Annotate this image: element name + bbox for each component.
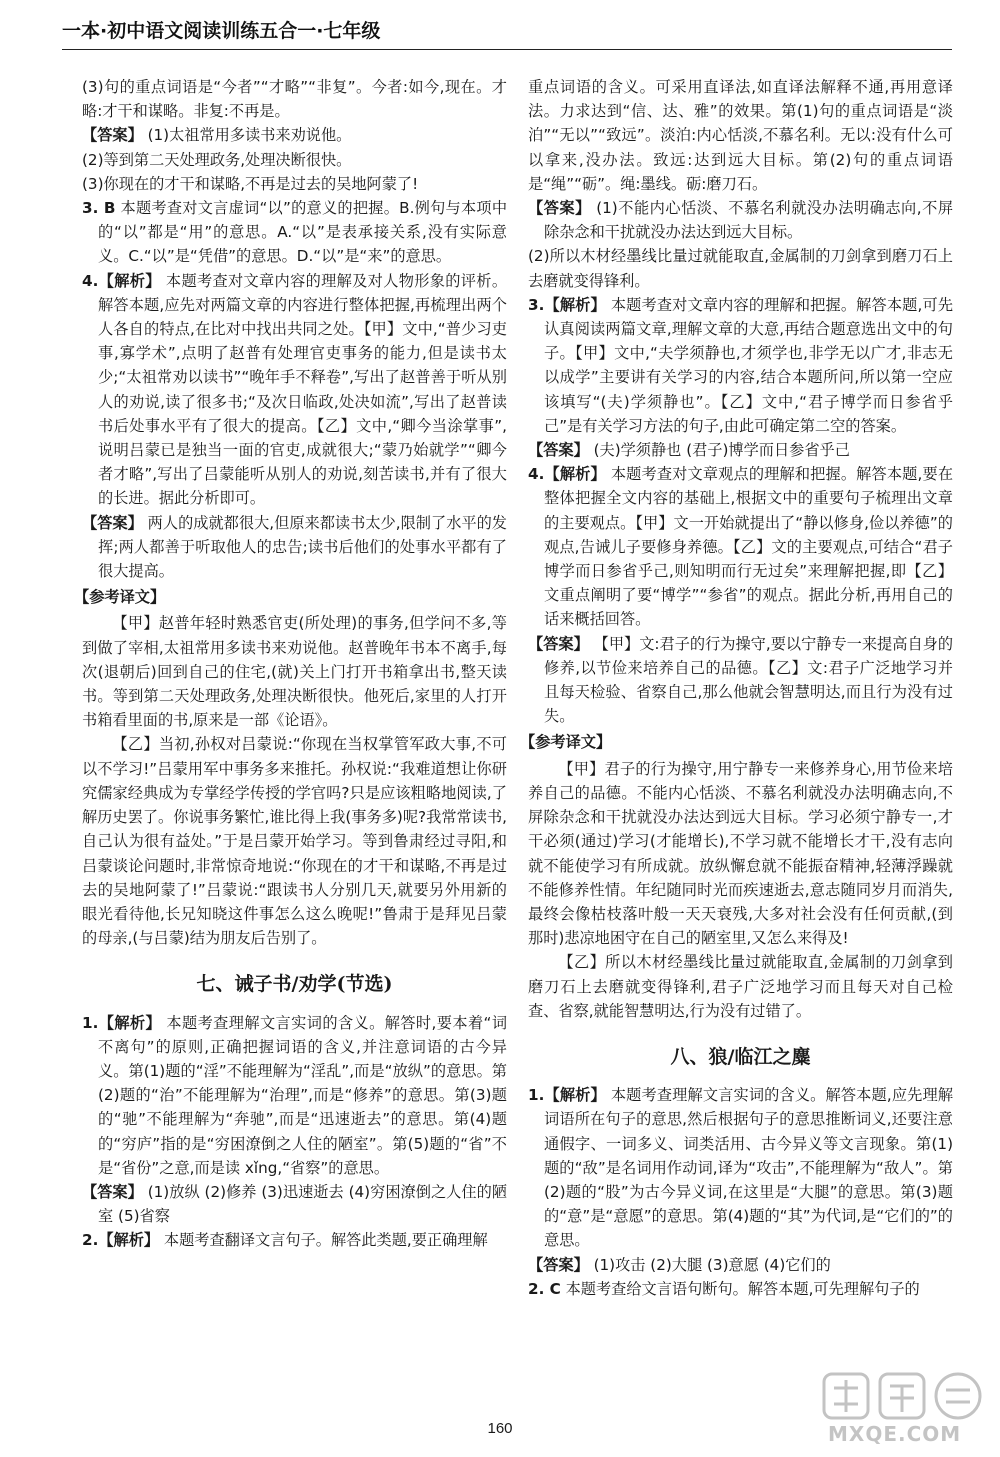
block-text: (1)不能内心恬淡、不慕名利就没办法明确志向,不屏除杂念和干扰就没办法达到远大目标。 <box>544 199 954 242</box>
text-block <box>82 196 507 269</box>
block-text: 【甲】赵普年轻时熟悉官吏(所处理)的事务,但学问不多,等到做了宰相,太祖常用多读书来劝说他。赵普晚年书本不离手,每次(退朝后)回到自己的住宅,(就)关上门打开书箱拿出书,整天读书。等到第二天处理政务,处理决断很快。他死后,家里的人打开书箱看里面的书,原来是一部《论语》。 <box>82 614 507 730</box>
block-text: 本题考查对文言虚词“以”的意义的把握。B.例句与本项中的“以”都是“用”的意思。A.“以”是表承接关系,没有实际意义。C.“以”是“凭借”的意思。D.“以”是“来”的意思。 <box>98 199 508 266</box>
left-column <box>74 75 508 1253</box>
block-text: 七、诫子书/劝学(节选) <box>196 973 393 996</box>
text-block <box>528 75 953 196</box>
item-label: 1.【解析】 <box>528 1086 606 1105</box>
item-label: 【答案】 <box>528 1255 589 1274</box>
item-label: 3. B <box>82 199 116 218</box>
block-text: (2)等到第二天处理政务,处理决断很快。 <box>82 150 352 169</box>
text-block <box>82 732 507 950</box>
text-block <box>82 172 507 196</box>
item-label: 1.【解析】 <box>82 1013 162 1032</box>
block-text: 【参考译文】 <box>74 588 166 607</box>
text-block <box>82 611 507 732</box>
item-label: 【答案】 <box>82 126 143 145</box>
block-text: 重点词语的含义。可采用直译法,如直译法解释不通,再用意译法。力求达到“信、达、雅”的效果。第(1)句的重点词语是“淡泊”“无以”“致远”。淡泊:内心恬淡,不慕名利。无以:没有什么可以拿来,没办法。致远:达到远大目标。第(2)句的重点词语是“绳”“砺”。绳:墨线。砺:磨刀石。 <box>528 78 953 193</box>
section-title <box>82 972 507 996</box>
text-block <box>528 1253 953 1277</box>
block-text: 【甲】君子的行为操守,用宁静专一来修养身心,用节俭来培养自己的品德。不能内心恬淡、不慕名利就没办法明确志向,不屏除杂念和干扰就没办法达到远大目标。学习必须宁静专一,才干必须(通过)学习(才能增长),不学习就不能增长才干,没有志向就不能使学习有所成就。放纵懈怠就不能振奋精神,轻薄浮躁就不能修养性情。年纪随同时光而疾速逝去,意志随同岁月而消失,最终会像枯枝落叶般一天天衰残,大多对社会没有任何贡献,(到那时)悲凉地困守在自己的陋室里,又怎么来得及! <box>528 759 953 948</box>
item-label: 2. C <box>528 1279 561 1298</box>
block-text: 八、狼/临江之麋 <box>670 1045 811 1068</box>
block-text: 本题考查翻译文言句子。解答此类题,要正确理解 <box>163 1231 488 1250</box>
block-text: (1)放纵 (2)修养 (3)迅速逝去 (4)穷困潦倒之人住的陋室 (5)省察 <box>98 1182 508 1226</box>
right-column <box>520 75 954 1301</box>
header-title: 一本·初中语文阅读训练五合一·七年级 <box>62 20 381 42</box>
text-block <box>528 1277 953 1301</box>
block-text: (1)太祖常用多读书来劝说他。 <box>147 126 352 145</box>
block-text: 本题考查对文章内容的理解和把握。解答本题,可先认真阅读两篇文章,理解文章的大意,再结合题意选出文中的句子。【甲】文中,“夫学须静也,才须学也,非学无以广才,非志无以成学”主要讲有关学习的内容,结合本题所问,所以第一空应该填写“(夫)学须静也”。【乙】文中,“君子博学而日参省乎己”是有关学习方法的句子,由此可确定第二空的答案。 <box>544 295 954 435</box>
block-text: (夫)学须静也 (君子)博学而日参省乎己 <box>593 441 850 460</box>
text-block <box>82 148 507 172</box>
item-label: 2.【解析】 <box>82 1231 160 1250</box>
watermark-stamp-icon <box>820 1368 990 1423</box>
block-text: 两人的成就都很大,但原来都读书太少,限制了水平的发挥;两人都善于听取他人的忠告;读书后他们的处事水平都有了很大提高。 <box>98 513 507 581</box>
section-title <box>528 1045 953 1069</box>
reference-heading <box>520 730 953 754</box>
block-text: (1)攻击 (2)大腿 (3)意愿 (4)它们的 <box>593 1255 831 1274</box>
page-number: 160 <box>487 1420 513 1437</box>
block-text: 本题考查对文章观点的理解和把握。解答本题,要在整体把握全文内容的基础上,根据文中的重要句子梳理出文章的主要观点。【甲】文一开始就提出了“静以修身,俭以养德”的观点,告诫儿子要修身养德。【乙】文的主要观点,可结合“君子博学而日参省乎己,则知明而行无过矣”来理解把握,即【乙】文重点阐明了要“博学”“参省”的观点。据此分析,再用自己的话来概括回答。 <box>544 465 954 629</box>
block-text: 【乙】当初,孙权对吕蒙说:“你现在当权掌管军政大事,不可以不学习!”吕蒙用军中事务多来推托。孙权说:“我难道想让你研究儒家经典成为专掌经学传授的学官吗?只是应该粗略地阅读,了解历史罢了。你说事务繁忙,谁比得上我(事务多)呢?我常常读书,自己认为很有益处。”于是吕蒙开始学习。等到鲁肃经过寻阳,和吕蒙谈论问题时,非常惊奇地说:“你现在的才干和谋略,不再是过去的吴地阿蒙了!”吕蒙说:“跟读书人分别几天,就要另外用新的眼光看待他,长兄知晓这件事怎么这么晚呢!”鲁肃于是拜见吕蒙的母亲,(与吕蒙)结为朋友后告别了。 <box>82 735 507 948</box>
text-block <box>82 1228 507 1252</box>
text-block <box>528 757 953 951</box>
text-block <box>528 950 953 1023</box>
text-block <box>82 75 507 123</box>
block-text: 【参考译文】 <box>520 733 612 752</box>
item-label: 3.【解析】 <box>528 295 606 314</box>
text-block <box>82 1180 507 1228</box>
text-block <box>528 462 953 631</box>
block-text: 本题考查理解文言实词的含义。解答本题,应先理解词语所在句子的意思,然后根据句子的意思推断词义,还要注意通假字、一词多义、词类活用、古今异义等文言现象。第(1)题的“敌”是名词用作动词,译为“攻击”,不能理解为“敌人”。第(2)题的“股”为古今异义词,在这里是“大腿”的意思。第(3)题的“意”是“意愿”的意思。第(4)题的“其”为代词,是“它们的”的意思。 <box>544 1086 954 1250</box>
text-block <box>82 123 507 147</box>
block-text: (3)你现在的才干和谋略,不再是过去的吴地阿蒙了! <box>82 174 419 193</box>
text-block <box>528 632 953 729</box>
block-text: (3)句的重点词语是“今者”“才略”“非复”。今者:如今,现在。才略:才干和谋略。非复:不再是。 <box>82 78 507 121</box>
text-block <box>528 293 953 438</box>
watermark-logo <box>820 1368 990 1453</box>
reference-heading <box>74 585 507 609</box>
block-text: 【甲】文:君子的行为操守,要以宁静专一来提高自身的修养,以节俭来培养自己的品德。【乙】文:君子广泛地学习并且每天检验、省察自己,那么他就会智慧明达,而且行为没有过失。 <box>544 634 954 726</box>
block-text: (2)所以木材经墨线比量过就能取直,金属制的刀剑拿到磨刀石上去磨就变得锋利。 <box>528 247 953 290</box>
item-label: 【答案】 <box>528 441 589 460</box>
item-label: 【答案】 <box>82 1182 143 1201</box>
text-block <box>528 196 953 244</box>
text-block <box>82 1011 507 1180</box>
block-text: 【乙】所以木材经墨线比量过就能取直,金属制的刀剑拿到磨刀石上去磨就变得锋利,君子广泛地学习而且每天对自己检查、省察,就能智慧明达,行为没有过错了。 <box>528 953 953 1020</box>
text-block <box>528 1083 953 1252</box>
block-text: 本题考查给文言语句断句。解答本题,可先理解句子的 <box>565 1279 920 1298</box>
text-block <box>528 438 953 462</box>
item-label: 【答案】 <box>528 199 591 218</box>
item-label: 【答案】 <box>82 513 143 532</box>
block-text: 本题考查理解文言实词的含义。解答时,要本着“词不离句”的原则,正确把握词语的含义,并注意词语的古今异义。第(1)题的“淫”不能理解为“淫乱”,而是“放纵”的意思。第(2)题的“治”不能理解为“治理”,而是“修养”的意思。第(3)题的“驰”不能理解为“奔驰”,而是“迅速逝去”的意思。第(4)题的“穷庐”指的是“穷困潦倒之人住的陋室”。第(5)题的“省”不是“省份”之意,而是读 xǐng,“省察”的意思。 <box>98 1013 508 1177</box>
text-block <box>82 269 507 511</box>
item-label: 4.【解析】 <box>528 465 606 484</box>
item-label: 【答案】 <box>528 634 589 653</box>
block-text: 本题考查对文章内容的理解及对人物形象的评析。解答本题,应先对两篇文章的内容进行整体把握,再梳理出两个人各自的特点,在比对中找出共同之处。【甲】文中,“普少习吏事,寡学术”,点明了赵普有处理官吏事务的能力,但是读书太少;“太祖常劝以读书”“晚年手不释卷”,写出了赵普善于听从别人的劝说,读了很多书;“及次日临政,处决如流”,写出了赵普读书后处事水平有了很大的提高。【乙】文中,“卿今当涂掌事”,说明吕蒙已是独当一面的官吏,成就很大;“蒙乃始就学”“卿今者才略”,写出了吕蒙能听从别人的劝说,刻苦读书,并有了很大的长进。据此分析即可。 <box>98 271 508 508</box>
text-block <box>528 244 953 292</box>
text-block <box>82 511 507 584</box>
page-header <box>62 16 952 50</box>
item-label: 4.【解析】 <box>82 271 161 290</box>
watermark-text: MXQE.COM <box>828 1422 962 1446</box>
